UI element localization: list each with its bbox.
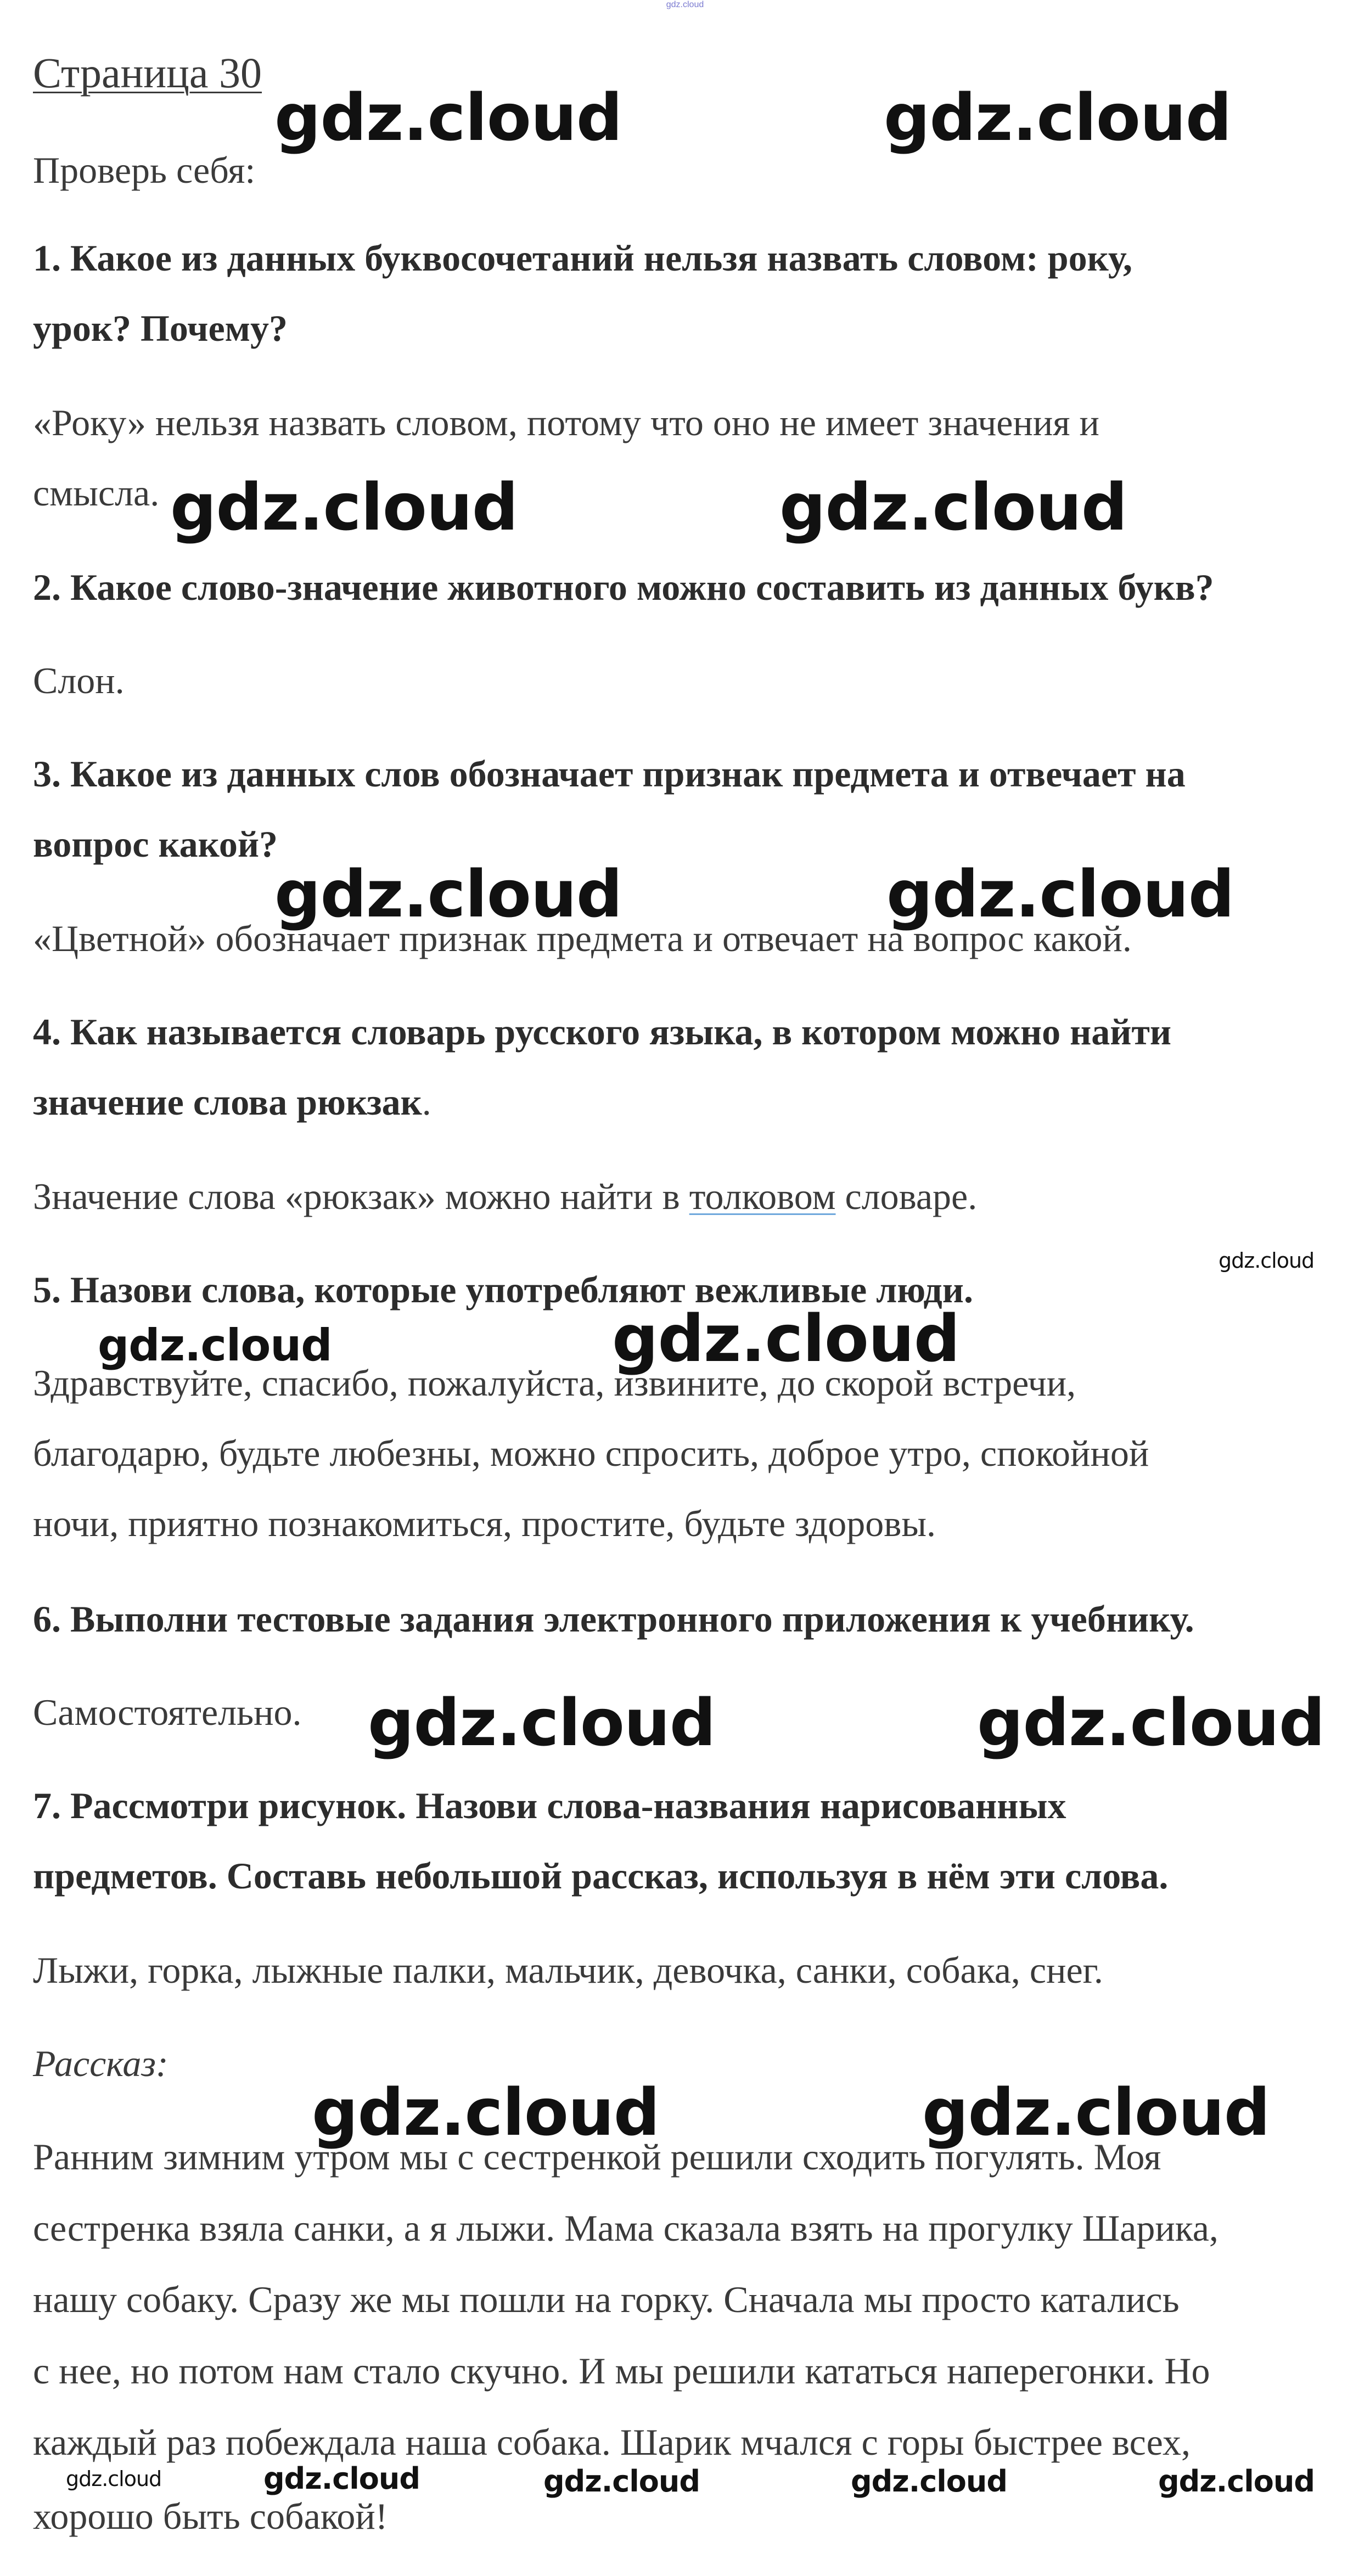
answer-5-line-1: Здравствуйте, спасибо, пожалуйста, извините, до скорой встречи, — [33, 1362, 1076, 1404]
watermark: gdz.cloud — [779, 469, 1127, 545]
answer-5-line-3: ночи, приятно познакомиться, простите, будьте здоровы. — [33, 1503, 936, 1544]
watermark: gdz.cloud — [263, 2461, 420, 2496]
question-1-line-2: урок? Почему? — [33, 307, 288, 349]
watermark: gdz.cloud — [612, 1301, 960, 1376]
page-number-link[interactable]: Страница 30 — [33, 49, 262, 97]
answer-3: «Цветной» обозначает признак предмета и отвечает на вопрос какой. — [33, 918, 1132, 959]
question-6: 6. Выполни тестовые задания электронного приложения к учебнику. — [33, 1598, 1194, 1640]
question-4-line-1: 4. Как называется словарь русского языка, в котором можно найти — [33, 1011, 1172, 1053]
question-7-line-2: предметов. Составь небольшой рассказ, используя в нём эти слова. — [33, 1855, 1169, 1897]
watermark: gdz.cloud — [922, 2074, 1270, 2150]
watermark: gdz.cloud — [368, 1685, 716, 1761]
question-4-line-2 — [33, 1066, 431, 1138]
story-label: Рассказ: — [33, 2043, 169, 2084]
answer-4-after: словаре. — [835, 1175, 978, 1217]
watermark: gdz.cloud — [543, 2464, 700, 2499]
watermark: gdz.cloud — [98, 1320, 332, 1371]
answer-4-before: Значение слова «рюкзак» можно найти в — [33, 1175, 689, 1217]
watermark: gdz.cloud — [274, 80, 622, 155]
story-line-4: с нее, но потом нам стало скучно. И мы решили кататься наперегонки. Но — [33, 2350, 1210, 2392]
watermark: gdz.cloud — [851, 2464, 1007, 2499]
watermark: gdz.cloud — [1158, 2464, 1315, 2499]
watermark: gdz.cloud — [884, 80, 1232, 155]
question-7-line-1: 7. Рассмотри рисунок. Назови слова-названия нарисованных — [33, 1785, 1066, 1826]
watermark: gdz.cloud — [977, 1685, 1325, 1761]
answer-2: Слон. — [33, 660, 125, 701]
question-3-line-1: 3. Какое из данных слов обозначает признак предмета и отвечает на — [33, 753, 1186, 795]
answer-5-line-2: благодарю, будьте любезны, можно спросить, доброе утро, спокойной — [33, 1432, 1149, 1474]
answer-4 — [33, 1161, 977, 1232]
answer-1-line-2: смысла. — [33, 472, 160, 514]
question-3-line-2: вопрос какой? — [33, 823, 278, 865]
answer-1-line-1: «Року» нельзя назвать словом, потому что оно не имеет значения и — [33, 402, 1099, 443]
question-2: 2. Какое слово-значение животного можно составить из данных букв? — [33, 566, 1214, 608]
story-line-6: хорошо быть собакой! — [33, 2495, 388, 2537]
watermark: gdz.cloud — [312, 2074, 660, 2150]
story-line-5: каждый раз побеждала наша собака. Шарик мчался с горы быстрее всех, — [33, 2421, 1191, 2463]
watermark: gdz.cloud — [170, 469, 518, 545]
section-heading: Проверь себя: — [33, 149, 256, 191]
watermark: gdz.cloud — [66, 2467, 162, 2491]
question-4-period: . — [422, 1081, 431, 1123]
watermark: gdz.cloud — [1219, 1248, 1315, 1273]
top-watermark: gdz.cloud — [666, 0, 704, 9]
watermark: gdz.cloud — [886, 856, 1234, 932]
question-5: 5. Назови слова, которые употребляют вежливые люди. — [33, 1269, 973, 1311]
answer-7: Лыжи, горка, лыжные палки, мальчик, девочка, санки, собака, снег. — [33, 1949, 1103, 1991]
story-line-3: нашу собаку. Сразу же мы пошли на горку. Сначала мы просто катались — [33, 2279, 1180, 2320]
story-line-1: Ранним зимним утром мы с сестренкой решили сходить погулять. Моя — [33, 2136, 1161, 2178]
answer-6: Самостоятельно. — [33, 1691, 302, 1733]
tolkovyi-dictionary-link[interactable]: толковом — [689, 1175, 836, 1217]
story-line-2: сестренка взяла санки, а я лыжи. Мама сказала взять на прогулку Шарика, — [33, 2207, 1219, 2249]
question-4-line-2-text: значение слова рюкзак — [33, 1081, 422, 1123]
question-1-line-1: 1. Какое из данных буквосочетаний нельзя назвать словом: року, — [33, 237, 1133, 279]
watermark: gdz.cloud — [274, 856, 622, 932]
